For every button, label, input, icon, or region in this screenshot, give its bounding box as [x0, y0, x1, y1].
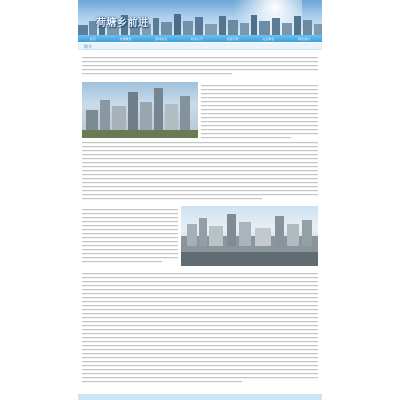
- nav-item-society[interactable]: 社会事业: [262, 36, 275, 41]
- harbor-photo: [181, 206, 318, 266]
- nav-item-investment[interactable]: 招商引资: [226, 36, 239, 41]
- nav-item-contact[interactable]: 联系我们: [298, 36, 311, 41]
- nav-item-overview[interactable]: 乡情概况: [119, 36, 132, 41]
- site-title: 荷塘乡前进: [96, 18, 149, 29]
- body-text-block-3: [82, 141, 318, 203]
- footer-bar: [78, 394, 322, 400]
- body-text-block-5: [82, 272, 318, 390]
- nav-item-news[interactable]: 新闻动态: [155, 36, 168, 41]
- header-banner: [78, 0, 322, 35]
- section-title: 简介: [84, 44, 92, 49]
- city-photo-graphic: [82, 82, 198, 138]
- nav-item-government[interactable]: 政务公开: [190, 36, 203, 41]
- main-nav: [78, 35, 322, 42]
- body-text-block-1: [82, 56, 318, 80]
- city-photo: [82, 82, 198, 138]
- harbor-photo-graphic: [181, 206, 318, 266]
- body-text-block-2: [201, 84, 318, 140]
- section-header: [78, 43, 322, 50]
- nav-item-home[interactable]: 首页: [89, 36, 96, 41]
- page: [78, 0, 322, 400]
- body-text-block-4: [82, 208, 178, 268]
